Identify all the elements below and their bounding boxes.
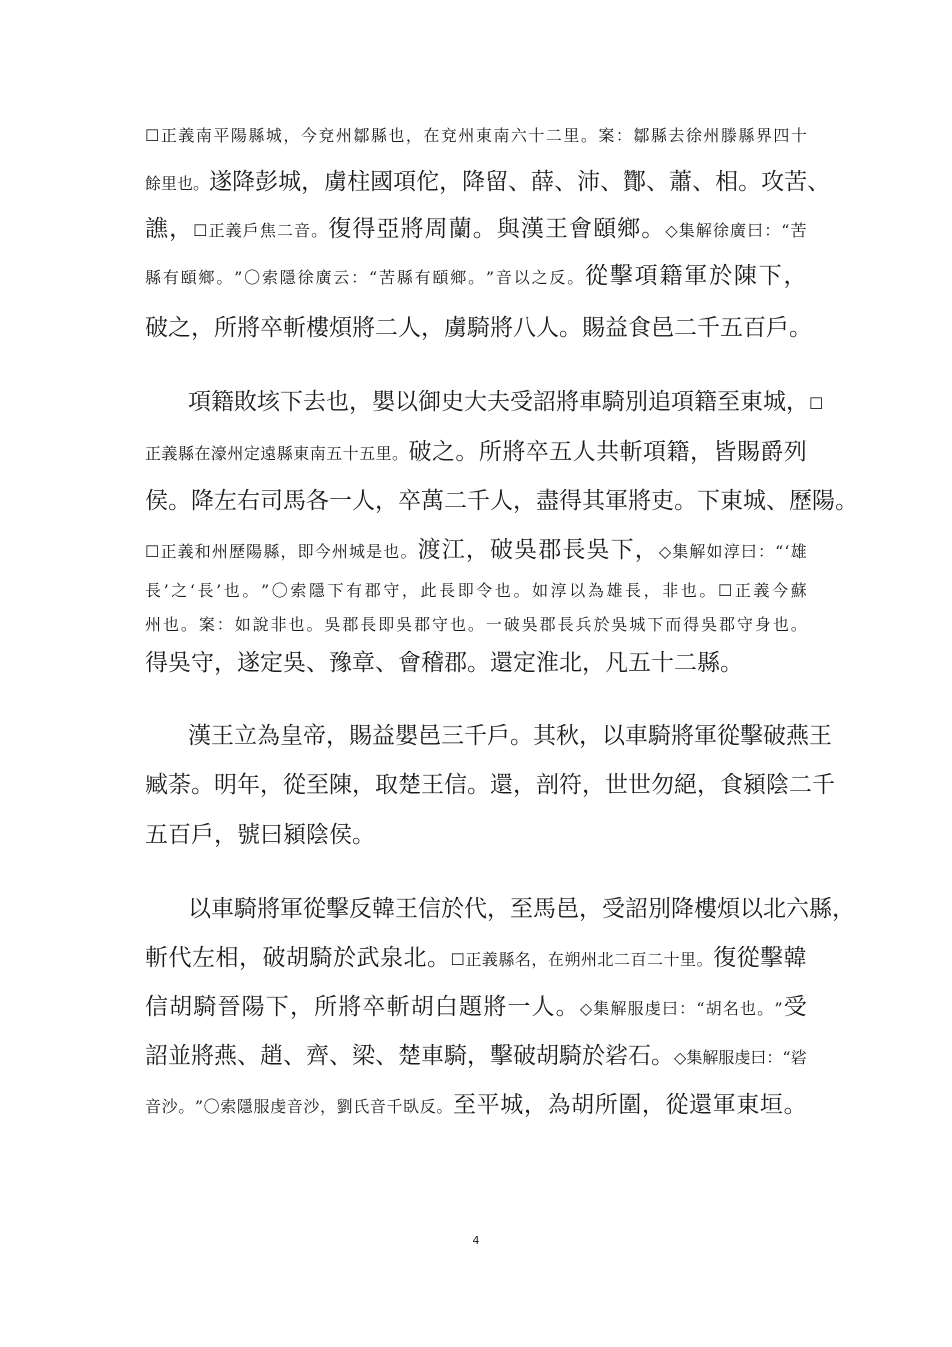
text-line: 得 吳 守 ， 遂 定 吳 、 豫 章 、 會 稽 郡 。 還 定 淮 北 ， 凡 五 十 二 縣 。 xyxy=(145,650,743,676)
text-line: 信 胡 騎 晉 陽 下 ， 所 將 卒 斬 胡 白 題 將 一 人 。 ◇ 集 解 服 虔 曰 ： “ 胡 名 也 。 ” 受 xyxy=(145,994,807,1020)
text-line: 以 車 騎 將 軍 從 擊 反 韓 王 信 於 代 ， 至 馬 邑 ， 受 詔 別 降 樓 煩 以 北 六 縣 ， xyxy=(188,896,855,922)
text-line: 臧 荼 。 明 年 ， 從 至 陳 ， 取 楚 王 信 。 還 ， 剖 符 ， 世 世 勿 絕 ， 食 潁 陰 二 千 xyxy=(145,772,835,798)
text-line: ☐ 正 義 南 平 陽 縣 城 ， 今 兗 州 鄒 縣 也 ， 在 兗 州 東 南 六 十 二 里 。 案 ： 鄒 縣 去 徐 州 滕 縣 界 四 十 xyxy=(145,126,807,145)
text-line: 五 百 戶 ， 號 曰 潁 陰 侯 。 xyxy=(145,822,375,848)
text-line: ☐ 正 義 和 州 歷 陽 縣 ， 即 今 州 城 是 也 。 渡 江 ， 破 吳 郡 長 吳 下 ， ◇ 集 解 如 淳 曰 ： “ ‘ 雄 xyxy=(145,537,807,563)
text-line: 州 也 。 案 ： 如 說 非 也 。 吳 郡 長 即 吳 郡 守 也 。 一 破 吳 郡 長 兵 於 吳 城 下 而 得 吳 郡 守 身 也 。 xyxy=(145,615,807,634)
text-line: 縣 有 頤 鄉 。 ” 〇 索 隱 徐 廣 云 ： “ 苦 縣 有 頤 鄉 。 ” 音 以 之 反 。 從 擊 項 籍 軍 於 陳 下 ， xyxy=(145,263,807,289)
text-line: 項 籍 敗 垓 下 去 也 ， 嬰 以 御 史 大 夫 受 詔 將 車 騎 別 追 項 籍 至 東 城 ， ☐ xyxy=(188,389,824,415)
text-line: 斬 代 左 相 ， 破 胡 騎 於 武 泉 北 。 ☐ 正 義 縣 名 ， 在 朔 州 北 二 百 二 十 里 。 復 從 擊 韓 xyxy=(145,945,807,971)
text-line: 侯 。 降 左 右 司 馬 各 一 人 ， 卒 萬 二 千 人 ， 盡 得 其 軍 將 吏 。 下 東 城 、 歷 陽 。 xyxy=(145,488,858,514)
page-number: 4 xyxy=(472,1234,480,1247)
text-line: 音 沙 。 ” 〇 索 隱 服 虔 音 沙 ， 劉 氏 音 千 臥 反 。 至 平 城 ， 為 胡 所 圍 ， 從 還 軍 東 垣 。 xyxy=(145,1092,807,1118)
text-line: 破 之 ， 所 將 卒 斬 樓 煩 將 二 人 ， 虜 騎 將 八 人 。 賜 益 食 邑 二 千 五 百 戶 。 xyxy=(145,315,812,341)
text-line: 漢 王 立 為 皇 帝 ， 賜 益 嬰 邑 三 千 戶 。 其 秋 ， 以 車 騎 將 軍 從 擊 破 燕 王 xyxy=(188,723,832,749)
text-line: 詔 並 將 燕 、 趙 、 齊 、 梁 、 楚 車 騎 ， 擊 破 胡 騎 於 硰 石 。 ◇ 集 解 服 虔 曰 ： “ 硰 xyxy=(145,1043,807,1069)
text-line: 正 義 縣 在 濠 州 定 遠 縣 東 南 五 十 五 里 。 破 之 。 所 將 卒 五 人 共 斬 項 籍 ， 皆 賜 爵 列 xyxy=(145,439,807,465)
text-line: 長 ’ 之 ‘ 長 ’ 也 。 ” 〇 索 隱 下 有 郡 守 ， 此 長 即 令 也 。 如 淳 以 為 雄 長 ， 非 也 。 ☐ 正 義 今 蘇 xyxy=(145,581,807,600)
text-line: 餘 里 也 。 遂 降 彭 城 ， 虜 柱 國 項 佗 ， 降 留 、 薛 、 沛 、 酇 、 蕭 、 相 。 攻 苦 、 xyxy=(145,169,831,195)
text-line: 譙 ， ☐ 正 義 戶 焦 二 音 。 復 得 亞 將 周 蘭 。 與 漢 王 會 頤 鄉 。 ◇ 集 解 徐 廣 曰 ： “ 苦 xyxy=(145,216,807,242)
